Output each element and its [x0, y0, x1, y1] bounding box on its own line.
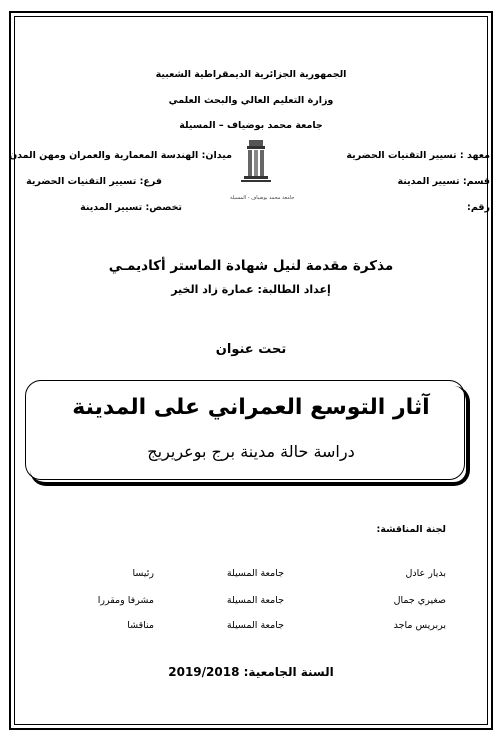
- branch-label: فرع: تسيير التقنيات الحضرية: [26, 176, 162, 187]
- student-name: إعداد الطالبة: عمارة زاد الخير: [171, 283, 331, 296]
- jury-heading: لجنة المناقشة:: [376, 524, 446, 535]
- jury-member-role: رئيسا: [132, 568, 154, 579]
- number-label: رقم:: [467, 202, 490, 213]
- jury-member-university: جامعة المسيلة: [226, 620, 284, 631]
- republic-line: الجمهورية الجزائرية الديمقراطية الشعبية: [155, 69, 347, 80]
- ministry-line: وزارة التعليم العالي والبحث العلمي: [168, 95, 334, 106]
- thesis-type: مذكرة مقدمة لنيل شهادة الماستر أكاديمـي: [108, 258, 394, 274]
- university-logo-icon: [236, 138, 276, 196]
- academic-year: السنة الجامعية: 2019/2018: [168, 665, 334, 679]
- title-intro: تحت عنوان: [215, 342, 287, 357]
- university-line: جامعة محمد بوضياف – المسيلة: [179, 120, 323, 131]
- title-case: دراسة حالة مدينة برج بوعريريج: [147, 442, 355, 461]
- jury-member-name: بربريس ماجد: [393, 620, 446, 631]
- logo-caption: جامعة محمد بوضياف - المسيلة: [230, 195, 295, 201]
- jury-member-role: مشرفا ومقررا: [97, 595, 154, 606]
- institute-label: معهد : تسيير التقنيات الحضرية: [346, 150, 490, 161]
- title-main: آثار التوسع العمراني على المدينة: [72, 395, 430, 420]
- field-label: ميدان: الهندسة المعمارية والعمران ومهن المدن: [9, 150, 232, 161]
- jury-member-name: بديار عادل: [405, 568, 446, 579]
- jury-member-university: جامعة المسيلة: [226, 568, 284, 579]
- specialty-label: تخصص: تسيير المدينة: [80, 202, 182, 213]
- department-label: قسم: تسيير المدينة: [397, 176, 490, 187]
- jury-member-name: صغيري جمال: [393, 595, 446, 606]
- jury-member-role: مناقشا: [127, 620, 154, 631]
- jury-member-university: جامعة المسيلة: [226, 595, 284, 606]
